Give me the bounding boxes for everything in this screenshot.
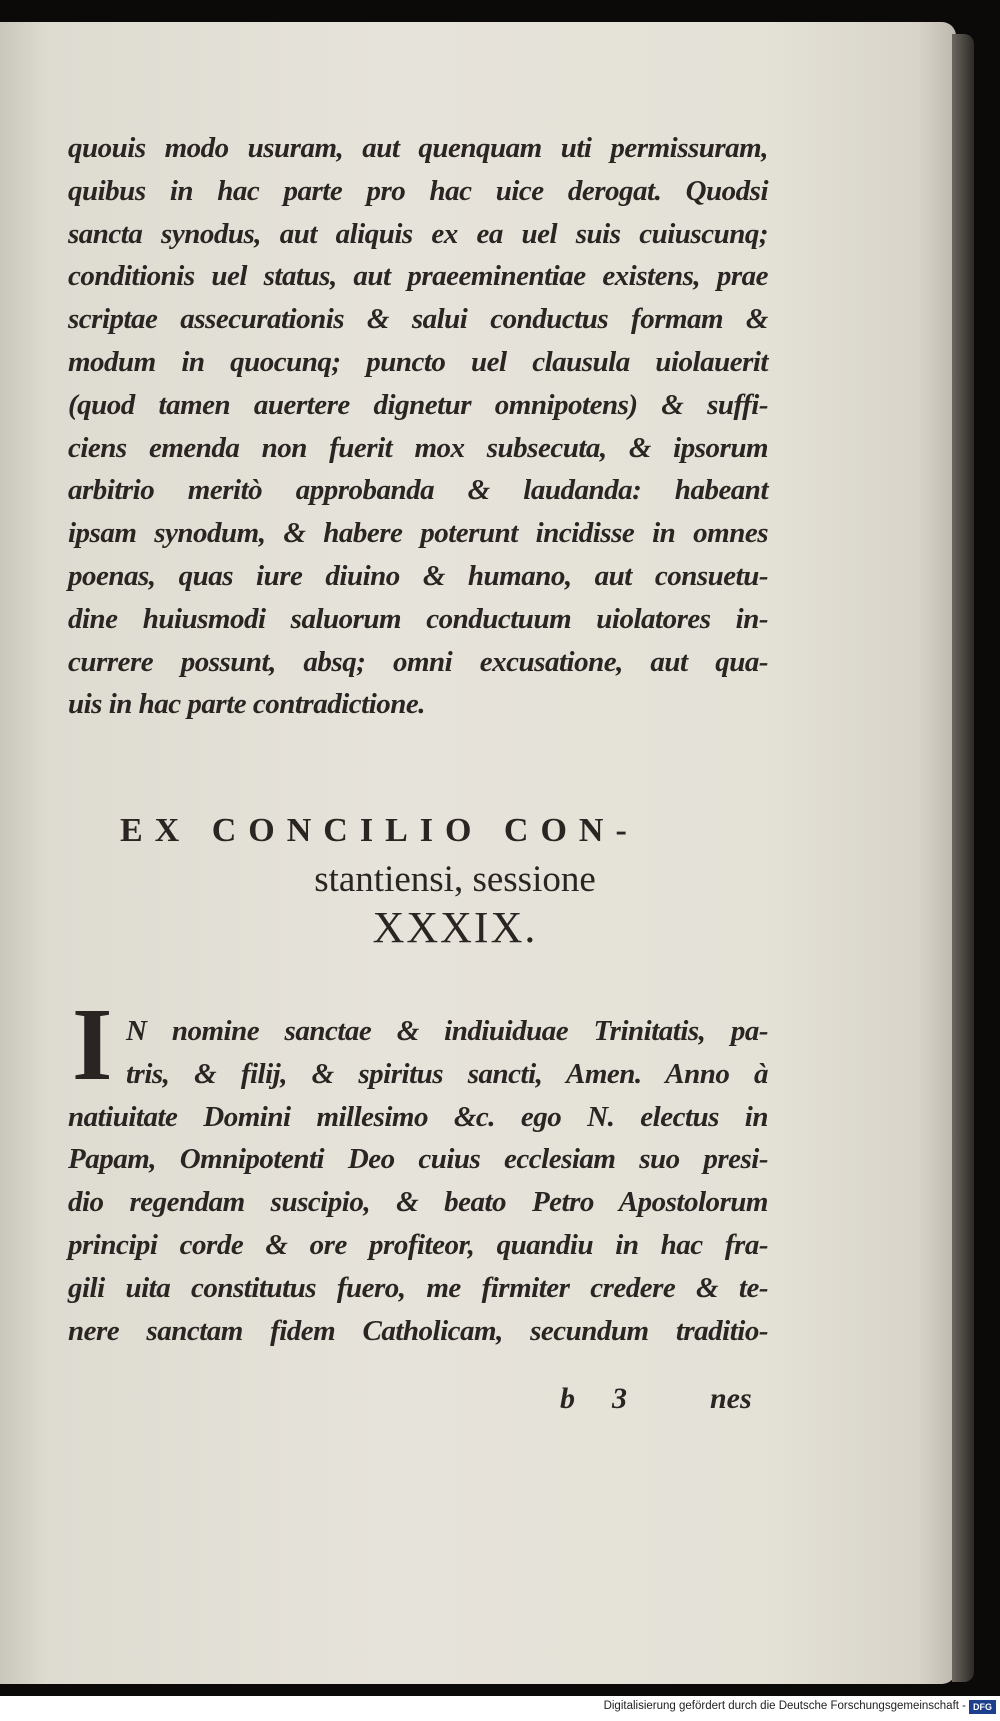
text-line: uis in hac parte contradictione.	[68, 688, 426, 721]
text-line: modum in quocunq; puncto uel clausula uiolauerit	[68, 345, 768, 378]
body-text-bottom	[68, 1010, 768, 1352]
text-line: N nomine sanctae & indiuiduae Trinitatis, pa-	[126, 1015, 768, 1047]
text-line: gili uita constitutus fuero, me firmiter credere & te-	[68, 1271, 768, 1304]
text-line: quibus in hac parte pro hac uice derogat. Quodsi	[68, 174, 768, 207]
text-line: nere sanctam fidem Catholicam, secundum traditio-	[68, 1314, 768, 1347]
text-line: Papam, Omnipotenti Deo cuius ecclesiam suo presi-	[68, 1143, 768, 1176]
text-line: dio regendam suscipio, & beato Petro Apostolorum	[68, 1186, 768, 1219]
text-line: scriptae assecurationis & salui conductus formam &	[68, 303, 768, 336]
section-heading-line-3: XXXIX.	[372, 903, 538, 952]
section-heading-line-1: EX CONCILIO CON-	[120, 812, 639, 849]
digitization-credit: Digitalisierung gefördert durch die Deutsche Forschungsgemeinschaft -	[603, 1700, 966, 1712]
section-heading-line-2: stantiensi, sessione	[314, 859, 596, 900]
text-line: arbitrio meritò approbanda & laudanda: habeant	[68, 474, 768, 507]
text-line: ipsam synodum, & habere poterunt incidisse in omnes	[68, 517, 768, 550]
text-line: tris, & filij, & spiritus sancti, Amen. Anno à	[126, 1057, 768, 1090]
dfg-logo: DFG	[969, 1700, 996, 1714]
body-text-top	[68, 127, 768, 726]
signature-number: 3	[612, 1382, 627, 1415]
text-line: sancta synodus, aut aliquis ex ea uel suis cuiuscunq;	[68, 217, 768, 250]
text-line: (quod tamen auertere dignetur omnipotens) & suffi-	[68, 388, 768, 421]
text-line: ciens emenda non fuerit mox subsecuta, & ipsorum	[68, 431, 768, 464]
text-line: conditionis uel status, aut praeeminentiae existens, prae	[68, 260, 768, 293]
text-line: currere possunt, absq; omni excusatione, aut qua-	[68, 645, 768, 678]
text-line: poenas, quas iure diuino & humano, aut consuetu-	[68, 559, 768, 592]
catchword: nes	[710, 1382, 752, 1415]
page-footer	[0, 1382, 1000, 1415]
text-line: natiuitate Domini millesimo &c. ego N. electus in	[68, 1100, 768, 1133]
text-line: dine huiusmodi saluorum conductuum uiolatores in-	[68, 602, 768, 635]
text-line: principi corde & ore profiteor, quandiu in hac fra-	[68, 1228, 768, 1261]
text-line: quouis modo usuram, aut quenquam uti permissuram,	[68, 132, 768, 164]
drop-initial: I	[72, 987, 113, 1102]
page-edge	[952, 34, 974, 1682]
signature-letter: b	[560, 1382, 575, 1415]
